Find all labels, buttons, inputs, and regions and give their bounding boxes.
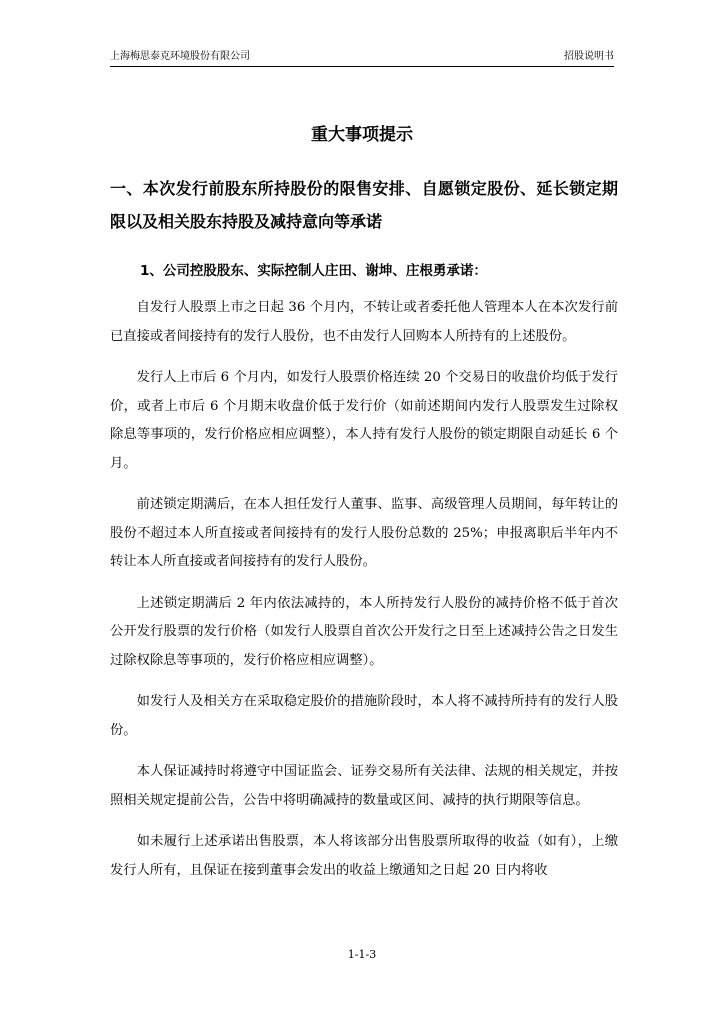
section-heading: 一、本次发行前股东所持股份的限售安排、自愿锁定股份、延长锁定期限以及相关股东持股及减持意向等承诺 bbox=[110, 179, 618, 231]
header-document-type: 招股说明书 bbox=[564, 51, 614, 62]
paragraph: 上述锁定期满后 2 年内依法减持的，本人所持发行人股份的减持价格不低于首次公开发行股票的发行价格（如发行人股票自首次公开发行之日至上述减持公告之日发生过除权除息等事项的，发行价格应相应调整）。 bbox=[110, 595, 618, 668]
paragraph: 本人保证减持时将遵守中国证监会、证券交易所有关法律、法规的相关规定，并按照相关规定提前公告，公告中将明确减持的数量或区间、减持的执行期限等信息。 bbox=[110, 764, 618, 808]
page-title: 重大事项提示 bbox=[311, 125, 413, 145]
body-text bbox=[110, 294, 618, 898]
header-company-name: 上海梅思泰克环境股份有限公司 bbox=[110, 51, 250, 62]
subsection-heading: 1、公司控股股东、实际控制人庄田、谢坤、庄根勇承诺： bbox=[140, 263, 487, 279]
page-header bbox=[110, 50, 614, 67]
paragraph: 前述锁定期满后，在本人担任发行人董事、监事、高级管理人员期间，每年转让的股份不超过本人所直接或者间接持有的发行人股份总数的 25%；申报离职后半年内不转让本人所直接或者间接持有的发行人股份。 bbox=[110, 497, 618, 569]
paragraph: 发行人上市后 6 个月内，如发行人股票价格连续 20 个交易日的收盘价均低于发行价，或者上市后 6 个月期末收盘价低于发行价（如前述期间内发行人股票发生过除权除息等事项的，发行价格应相应调整），本人持有发行人股份的锁定期限自动延长 6 个月。 bbox=[110, 370, 618, 471]
paragraph: 自发行人股票上市之日起 36 个月内，不转让或者委托他人管理本人在本次发行前已直接或者间接持有的发行人股份，也不由发行人回购本人所持有的上述股份。 bbox=[110, 300, 618, 344]
paragraph: 如发行人及相关方在采取稳定股价的措施阶段时，本人将不减持所持有的发行人股份。 bbox=[110, 694, 618, 738]
page-number: 1-1-3 bbox=[347, 948, 377, 961]
paragraph: 如未履行上述承诺出售股票，本人将该部分出售股票所取得的收益（如有），上缴发行人所有，且保证在接到董事会发出的收益上缴通知之日起 20 日内将收 bbox=[110, 834, 618, 878]
